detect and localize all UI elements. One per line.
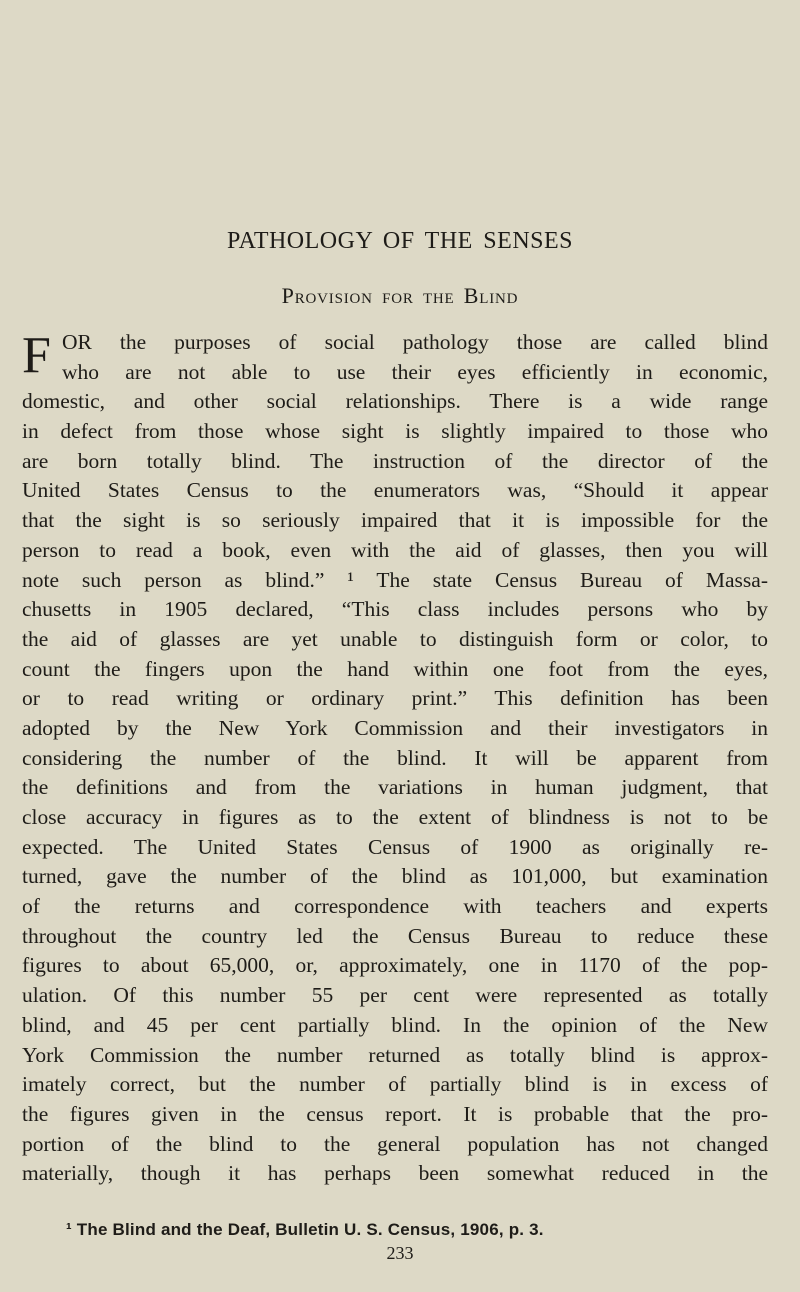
text-line: throughout the country led the Census Bureau to reduce these bbox=[22, 923, 768, 948]
running-head: PATHOLOGY OF THE SENSES bbox=[227, 228, 573, 254]
text-line: note such person as blind.” ¹ The state Census Bureau of Massa- bbox=[22, 567, 768, 592]
text-line: adopted by the New York Commission and their investigators in bbox=[22, 715, 768, 740]
text-line: count the fingers upon the hand within one foot from the eyes, bbox=[22, 656, 768, 681]
text-line: the definitions and from the variations in human judgment, that bbox=[22, 775, 768, 800]
text-line: the figures given in the census report. It is probable that the pro- bbox=[22, 1101, 768, 1126]
section-title: Provision for the Blind bbox=[281, 283, 519, 308]
text-line: OR the purposes of social pathology those are called blind bbox=[62, 330, 768, 354]
text-line: the aid of glasses are yet unable to distinguish form or color, to bbox=[22, 626, 768, 651]
text-line: of the returns and correspondence with teachers and experts bbox=[22, 894, 768, 919]
text-line: close accuracy in figures as to the extent of blindness is not to be bbox=[22, 805, 768, 829]
footnote: ¹ The Blind and the Deaf, Bulletin U. S. Census, 1906, p. 3. bbox=[66, 1220, 544, 1239]
text-line: in defect from those whose sight is slightly impaired to those who bbox=[22, 419, 768, 444]
text-line: materially, though it has perhaps been somewhat reduced in the bbox=[22, 1161, 768, 1186]
text-line: blind, and 45 per cent partially blind. In the opinion of the New bbox=[22, 1012, 768, 1037]
text-line: York Commission the number returned as totally blind is approx- bbox=[22, 1042, 768, 1067]
text-line: domestic, and other social relationships. There is a wide range bbox=[22, 389, 768, 414]
text-line: chusetts in 1905 declared, “This class includes persons who by bbox=[22, 597, 768, 622]
text-line: are born totally blind. The instruction of the director of the bbox=[22, 448, 768, 473]
text-line: expected. The United States Census of 1900 as originally re- bbox=[22, 834, 768, 859]
text-line: portion of the blind to the general population has not changed bbox=[22, 1131, 768, 1156]
text-line: or to read writing or ordinary print.” This definition has been bbox=[22, 686, 768, 711]
text-line: United States Census to the enumerators was, “Should it appear bbox=[22, 478, 768, 503]
text-line: who are not able to use their eyes efficiently in economic, bbox=[62, 359, 768, 384]
text-line: turned, gave the number of the blind as 101,000, but examination bbox=[22, 864, 768, 889]
text-line: person to read a book, even with the aid of glasses, then you will bbox=[22, 537, 768, 562]
text-line: imately correct, but the number of partially blind is in excess of bbox=[22, 1072, 768, 1097]
drop-cap: F bbox=[22, 327, 51, 384]
body-text bbox=[22, 328, 768, 1189]
text-line: figures to about 65,000, or, approximately, one in 1170 of the pop- bbox=[22, 953, 768, 978]
page-number: 233 bbox=[386, 1243, 414, 1263]
text-line: considering the number of the blind. It will be apparent from bbox=[22, 745, 768, 770]
text-line: that the sight is so seriously impaired that it is impossible for the bbox=[22, 508, 768, 533]
text-line: ulation. Of this number 55 per cent were represented as totally bbox=[22, 983, 768, 1008]
